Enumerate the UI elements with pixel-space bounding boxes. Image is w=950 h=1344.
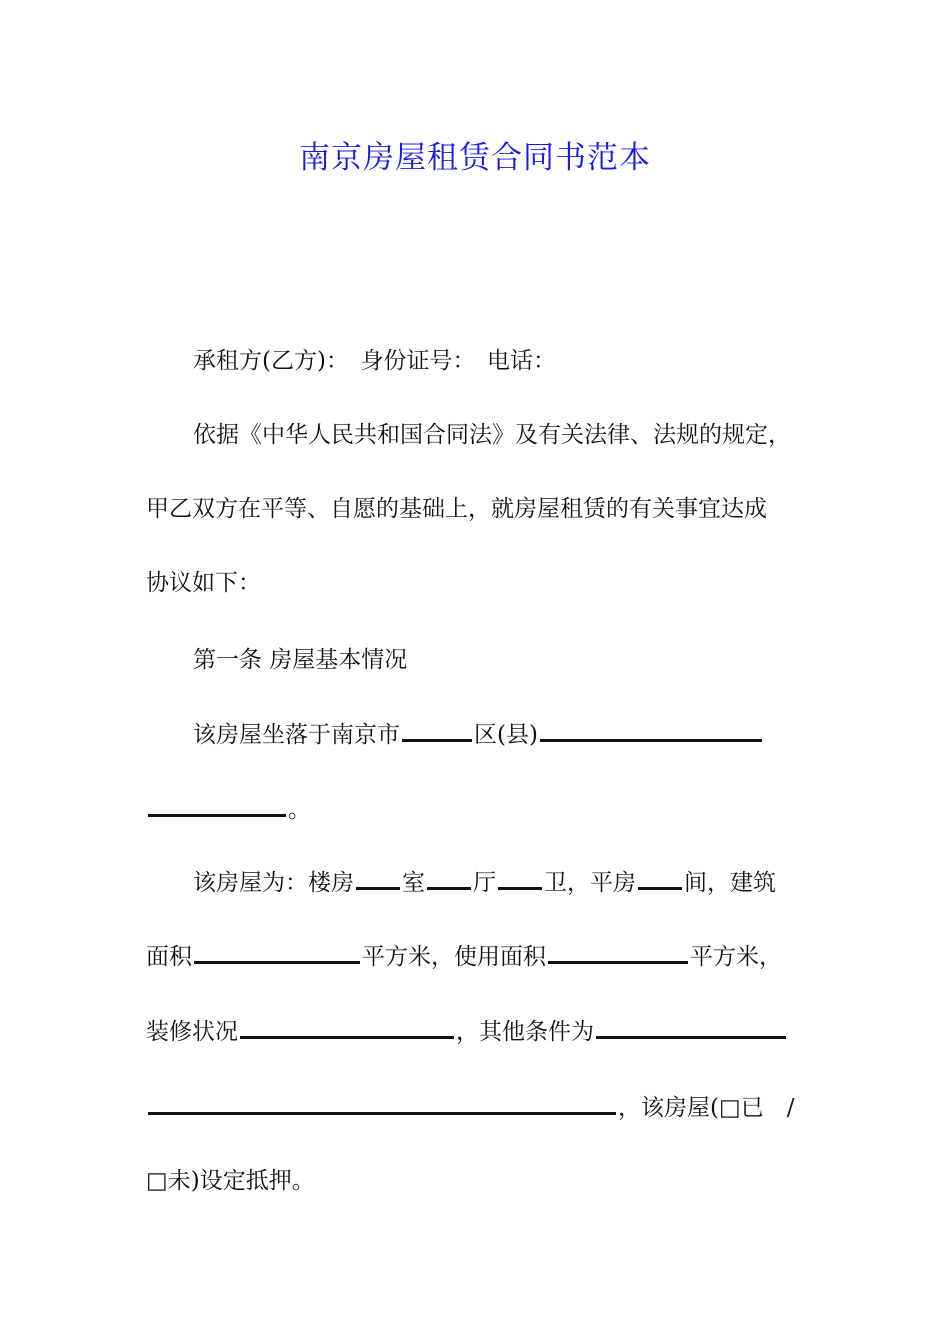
location-line: [193, 720, 764, 750]
halls-blank: [427, 883, 471, 890]
area-text-a: 面积: [146, 944, 192, 970]
house-text-c: 厅: [473, 870, 496, 896]
lessee-line: 承租方(乙方)： 身份证号： 电话：: [193, 348, 556, 374]
house-text-e: 间，建筑: [684, 870, 776, 896]
district-blank: [402, 735, 472, 742]
usable-area-blank: [548, 957, 688, 964]
decoration-line: [146, 1017, 788, 1047]
decoration-blank: [240, 1032, 454, 1039]
house-type-line: [193, 868, 776, 898]
baths-blank: [498, 883, 542, 890]
document-title: 南京房屋租赁合同书范本: [299, 140, 651, 176]
bungalow-rooms-blank: [638, 883, 682, 890]
mortgage-line: [146, 1093, 794, 1123]
house-text-a: 该房屋为：楼房: [193, 870, 354, 896]
mortgage-line-2: □未)设定抵押。: [146, 1168, 315, 1194]
area-text-b: 平方米，使用面积: [362, 944, 546, 970]
preamble-line-3: 协议如下：: [146, 570, 261, 596]
other-conditions-blank-cont: [148, 1108, 616, 1115]
building-area-blank: [194, 957, 360, 964]
mortgage-text: ，该房屋(□已 /: [618, 1095, 795, 1121]
location-line-2: [146, 795, 311, 825]
rooms-blank: [356, 883, 400, 890]
decor-text-b: ，其他条件为: [456, 1019, 594, 1045]
other-conditions-blank: [596, 1032, 786, 1039]
house-text-b: 室: [402, 870, 425, 896]
decor-text-a: 装修状况: [146, 1019, 238, 1045]
preamble-line-2: 甲乙双方在平等、自愿的基础上，就房屋租赁的有关事宜达成: [146, 496, 767, 522]
house-text-d: 卫，平房: [544, 870, 636, 896]
preamble-line-1: 依据《中华人民共和国合同法》及有关法律、法规的规定，: [193, 422, 791, 448]
area-text-c: 平方米，: [690, 944, 782, 970]
location-end: 。: [288, 797, 311, 823]
address-blank-cont: [148, 810, 286, 817]
article-1-heading: 第一条 房屋基本情况: [193, 647, 408, 673]
location-text-a: 该房屋坐落于南京市: [193, 722, 400, 748]
location-text-b: 区(县): [474, 722, 538, 748]
address-blank: [540, 735, 762, 742]
area-line: [146, 942, 782, 972]
